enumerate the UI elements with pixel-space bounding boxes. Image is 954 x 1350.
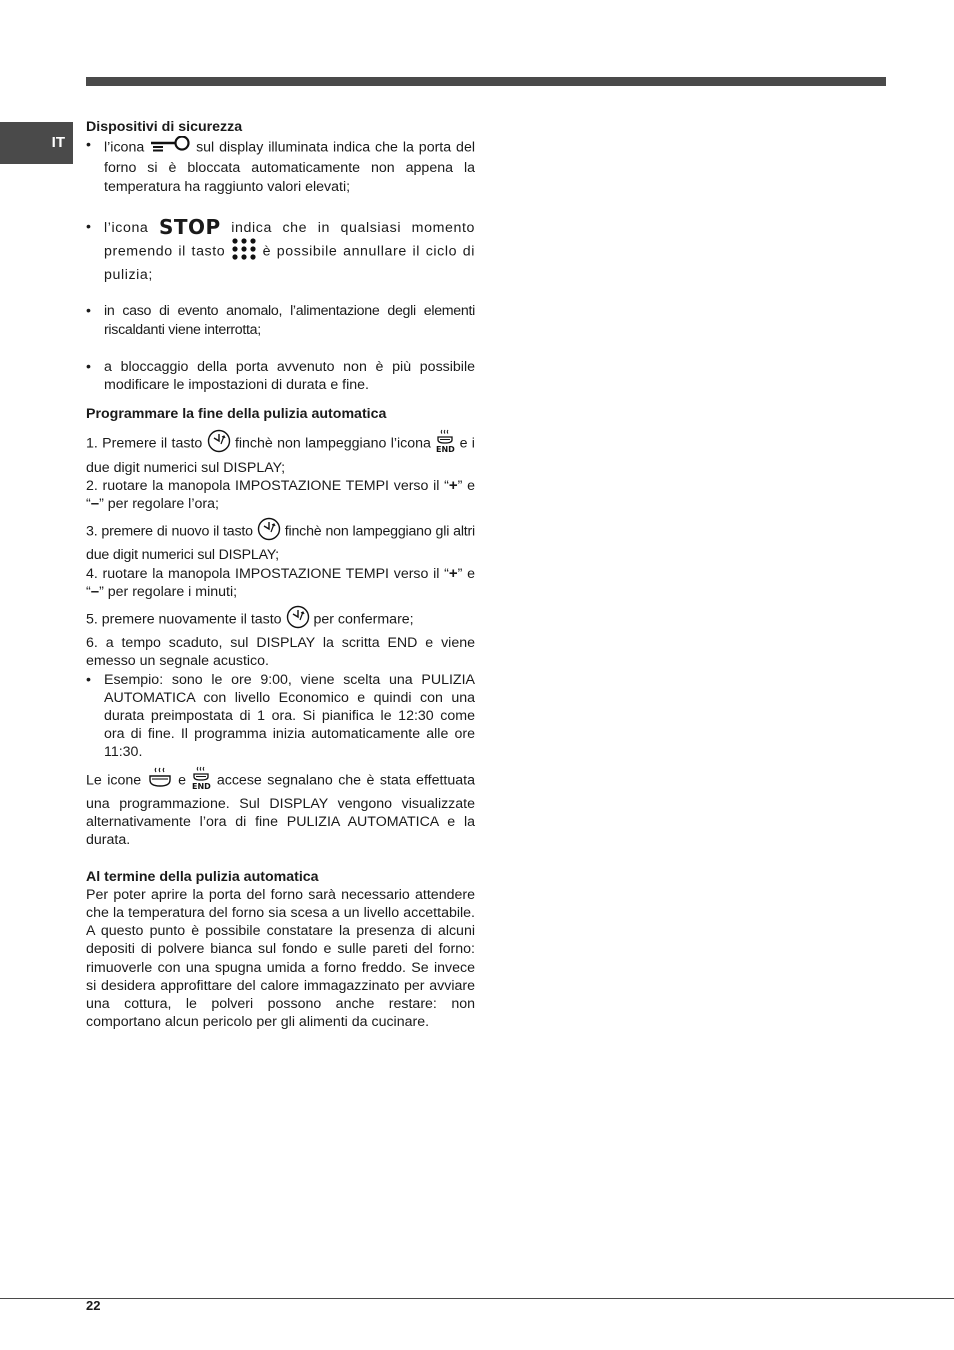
clock-timer-button-icon (286, 605, 310, 634)
end-cooking-icon (435, 429, 455, 458)
step-1: 1. Premere il tasto finchè non lampeggiano l’icona END e i due digit numerici sul DISPLAY; (86, 429, 475, 476)
main-column (86, 118, 475, 1031)
step-5: 5. premere nuovamente il tasto per confermare; (86, 605, 475, 634)
list-item: • in caso di evento anomalo, l’alimentazione degli elementi riscaldanti viene interrotta; (86, 302, 475, 338)
end-cleaning-body: Per poter aprire la porta del forno sarà necessario attendere che la temperatura del forno sia scesa a un livello accettabile. A questo punto è possibile constatare la presenza di alcuni depositi di polvere bianca sul fondo e sulle pareti del forno: rimuoverle con una spugna umida a forno freddo. Se invece si desidera approfittare del calore immagazzinato per avviare una cottura, le polveri possono anche restare: non comportano alcun pericolo per gli alimenti da cucinare. (86, 886, 475, 1031)
plus-sign: + (448, 476, 458, 494)
section-title-program-end: Programmare la fine della pulizia automatica (86, 406, 387, 423)
list-item: • Esempio: sono le ore 9:00, viene scelta una PULIZIA AUTOMATICA con livello Economico e quindi con una durata preimpostata di 1 ora. Si pianifica le 12:30 come ora di fine. Il programma inizia automaticamente alle ore 11:30. (86, 671, 475, 762)
language-tab: IT (0, 122, 73, 164)
cooking-pot-icon (147, 767, 173, 794)
step-3: 3. premere di nuovo il tasto finchè non lampeggiano gli altri due digit numerici sul DISPLAY; (86, 517, 475, 564)
list-item: • a bloccaggio della porta avvenuto non è più possibile modificare le impostazioni di durata e fine. (86, 358, 475, 394)
clock-timer-button-icon (207, 429, 231, 458)
nine-dot-button-icon (231, 237, 257, 266)
step-2: 2. ruotare la manopola IMPOSTAZIONE TEMPI verso il “+” e “–” per regolare l’ora; (86, 476, 475, 513)
icons-note: Le icone e END accese segnalano che è stata effettuata una programmazione. Sul DISPLAY vengono visualizzate alternativamente l’ora di fine PULIZIA AUTOMATICA e la durata. (86, 766, 475, 850)
step-4: 4. ruotare la manopola IMPOSTAZIONE TEMPI verso il “+” e “–” per regolare i minuti; (86, 564, 475, 600)
door-lock-key-icon (149, 136, 191, 159)
clock-timer-button-icon (257, 517, 281, 546)
svg-text:END: END (192, 781, 212, 790)
step-6: 6. a tempo scaduto, sul DISPLAY la scritta END e viene emesso un segnale acustico. (86, 635, 475, 670)
section-title-end-cleaning: Al termine della pulizia automatica (86, 868, 319, 885)
section-title-safety: Dispositivi di sicurezza (86, 119, 243, 135)
footer-rule (0, 1298, 954, 1299)
plus-sign: + (448, 564, 458, 582)
svg-text:END: END (436, 445, 456, 454)
list-item: • l’icona STOP indica che in qualsiasi momento premendo il tasto è possibile annullare il ciclo di pulizia; (86, 218, 475, 285)
header-bar (86, 77, 886, 86)
end-cooking-icon (191, 766, 211, 795)
minus-sign: – (90, 495, 100, 513)
page-number: 22 (86, 1298, 101, 1313)
minus-sign: – (90, 582, 100, 600)
list-item: • l’icona sul display illuminata indica che la porta del forno si è bloccata automaticamente non appena la temperatura ha raggiunto valori elevati; (86, 136, 475, 196)
stop-icon: STOP (158, 214, 221, 239)
